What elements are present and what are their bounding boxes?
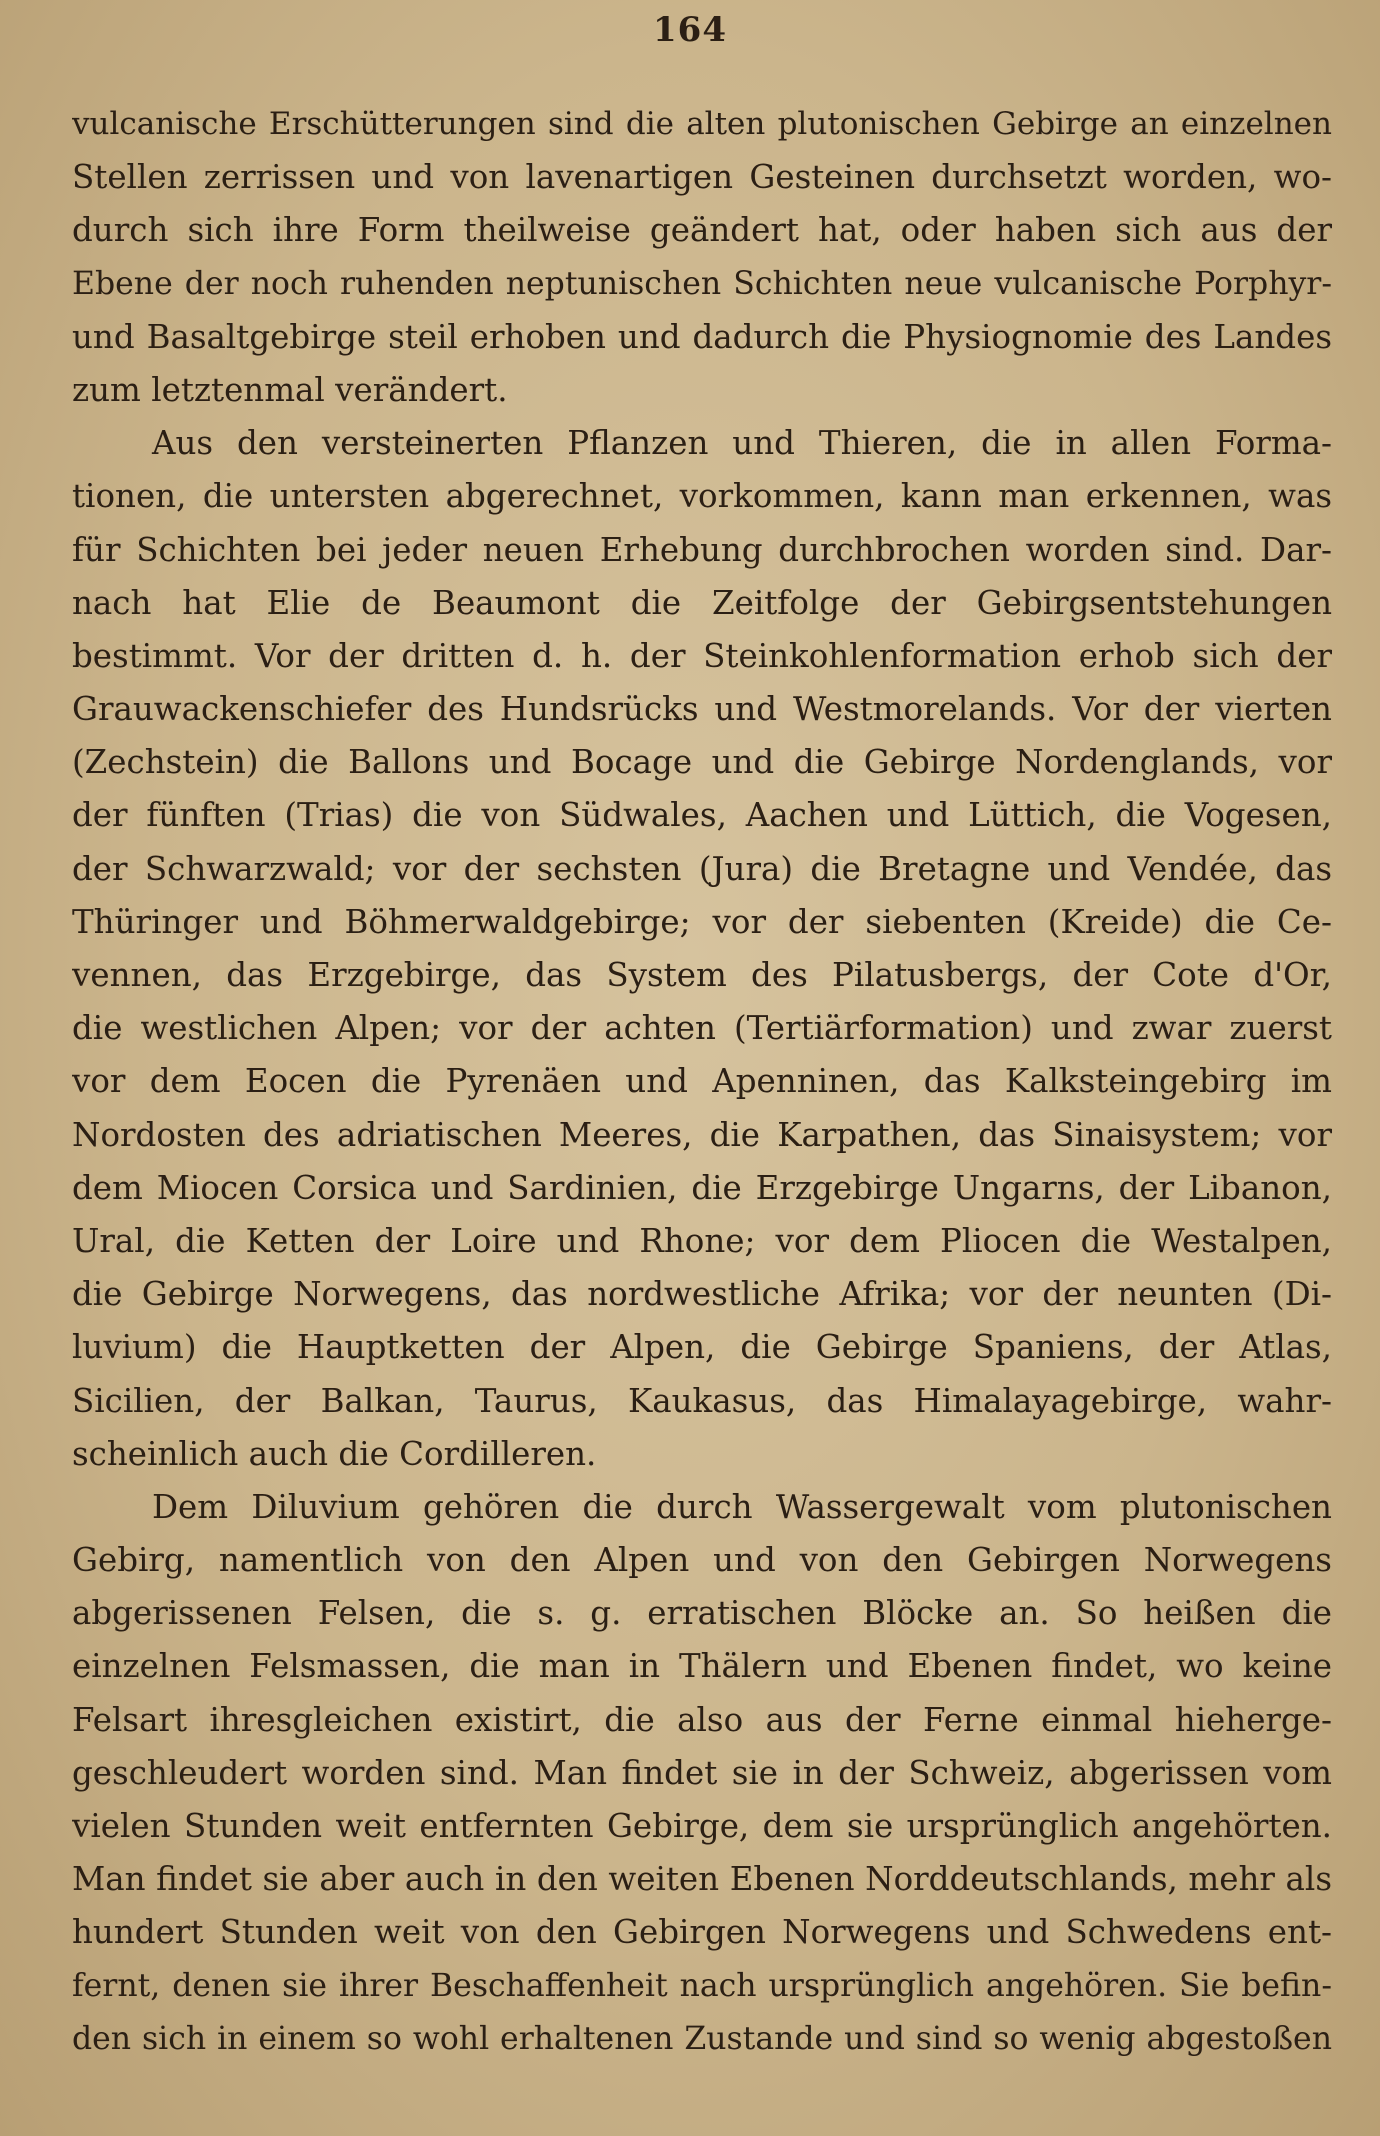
page-number: 164: [653, 10, 727, 50]
text-line: Sicilien, der Balkan, Taurus, Kaukasus, das Himalayagebirge, wahr-: [72, 1381, 1332, 1420]
text-line: dem Miocen Corsica und Sardinien, die Erzgebirge Ungarns, der Libanon,: [72, 1168, 1332, 1207]
text-line: fernt, denen sie ihrer Beschaffenheit nach ursprünglich angehören. Sie befin-: [72, 1967, 1332, 2004]
text-line: vennen, das Erzgebirge, das System des Pilatusbergs, der Cote d'Or,: [72, 956, 1332, 994]
text-line: und Basaltgebirge steil erhoben und dadurch die Physiognomie des Landes: [72, 317, 1332, 356]
text-line: der fünften (Trias) die von Südwales, Aachen und Lüttich, die Vogesen,: [72, 796, 1332, 835]
text-line: nach hat Elie de Beaumont die Zeitfolge der Gebirgsentstehungen: [72, 583, 1332, 622]
paragraph-start-line: Dem Diluvium gehören die durch Wassergewalt vom plutonischen: [152, 1487, 1332, 1526]
text-line: Man findet sie aber auch in den weiten Ebenen Norddeutschlands, mehr als: [72, 1860, 1332, 1899]
text-line: luvium) die Hauptketten der Alpen, die Gebirge Spaniens, der Atlas,: [72, 1328, 1332, 1367]
text-line: geschleudert worden sind. Man findet sie in der Schweiz, abgerissen vom: [72, 1753, 1332, 1792]
text-line: einzelnen Felsmassen, die man in Thälern und Ebenen findet, wo keine: [72, 1647, 1332, 1686]
text-line: vor dem Eocen die Pyrenäen und Apenninen, das Kalksteingebirg im: [72, 1062, 1332, 1101]
text-line: Stellen zerrissen und von lavenartigen Gesteinen durchsetzt worden, wo-: [72, 158, 1332, 197]
text-line: die westlichen Alpen; vor der achten (Tertiärformation) und zwar zuerst: [72, 1009, 1332, 1048]
text-line: Ural, die Ketten der Loire und Rhone; vor dem Pliocen die Westalpen,: [72, 1221, 1332, 1260]
text-line: durch sich ihre Form theilweise geändert hat, oder haben sich aus der: [72, 211, 1332, 250]
text-line: Grauwackenschiefer des Hundsrücks und Westmorelands. Vor der vierten: [72, 690, 1332, 729]
text-line: bestimmt. Vor der dritten d. h. der Steinkohlenformation erhob sich der: [72, 636, 1332, 675]
text-line: den sich in einem so wohl erhaltenen Zustande und sind so wenig abgestoßen: [72, 2020, 1332, 2057]
text-line: abgerissenen Felsen, die s. g. erratischen Blöcke an. So heißen die: [72, 1594, 1332, 1633]
paragraph-start-line: Aus den versteinerten Pflanzen und Thieren, die in allen Forma-: [152, 424, 1332, 463]
text-line: vulcanische Erschütterungen sind die alten plutonischen Gebirge an einzelnen: [72, 106, 1332, 142]
text-line: (Zechstein) die Ballons und Bocage und die Gebirge Nordenglands, vor: [72, 743, 1332, 782]
text-line: vielen Stunden weit entfernten Gebirge, dem sie ursprünglich angehörten.: [72, 1807, 1332, 1845]
text-line: Nordosten des adriatischen Meeres, die Karpathen, das Sinaisystem; vor: [72, 1115, 1332, 1154]
text-line: zum letztenmal verändert.: [72, 370, 508, 409]
text-line: Thüringer und Böhmerwaldgebirge; vor der siebenten (Kreide) die Ce-: [72, 902, 1332, 941]
text-line: die Gebirge Norwegens, das nordwestliche Afrika; vor der neunten (Di-: [72, 1275, 1332, 1314]
text-line: Gebirg, namentlich von den Alpen und von den Gebirgen Norwegens: [72, 1541, 1332, 1580]
body-text: [72, 98, 1332, 2066]
text-line: Felsart ihresgleichen existirt, die also aus der Ferne einmal hieherge-: [72, 1700, 1332, 1739]
text-line: Ebene der noch ruhenden neptunischen Schichten neue vulcanische Porphyr-: [72, 265, 1332, 302]
text-line: tionen, die untersten abgerechnet, vorkommen, kann man erkennen, was: [72, 477, 1332, 516]
text-line: scheinlich auch die Cordilleren.: [72, 1434, 597, 1473]
text-line: der Schwarzwald; vor der sechsten (Jura) die Bretagne und Vendée, das: [72, 849, 1332, 888]
text-line: für Schichten bei jeder neuen Erhebung durchbrochen worden sind. Dar-: [72, 530, 1332, 569]
text-line: hundert Stunden weit von den Gebirgen Norwegens und Schwedens ent-: [72, 1913, 1332, 1952]
